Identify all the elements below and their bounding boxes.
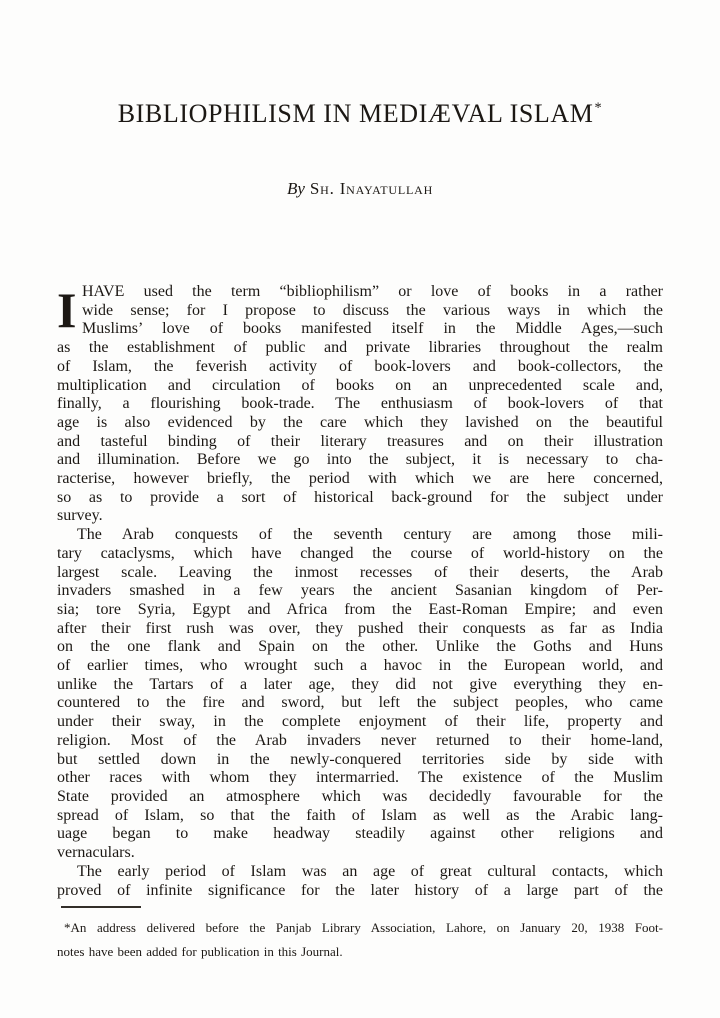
text-line: other races with whom they intermarried. The existence of the Muslim bbox=[57, 769, 663, 787]
text-line: multiplication and circulation of books on an unprecedented scale and, bbox=[57, 376, 663, 394]
text-line: age is also evidenced by the care which they lavished on the beautiful bbox=[57, 413, 663, 431]
text-line: largest scale. Leaving the inmost recesses of their deserts, the Arab bbox=[57, 563, 663, 581]
text-line: under their sway, in the complete enjoyment of their life, property and bbox=[57, 713, 663, 731]
text-line: and tasteful binding of their literary treasures and on their illustration bbox=[57, 432, 663, 450]
text-line: on the one flank and Spain on the other. Unlike the Goths and Huns bbox=[57, 638, 663, 656]
text-line: spread of Islam, so that the faith of Islam as well as the Arabic lang- bbox=[57, 806, 663, 824]
title-footnote-marker: * bbox=[594, 100, 603, 117]
text-line: uage began to make headway steadily against other religions and bbox=[57, 825, 663, 843]
text-line: sia; tore Syria, Egypt and Africa from the East-Roman Empire; and even bbox=[57, 600, 663, 618]
text-line: finally, a flourishing book-trade. The enthusiasm of book-lovers of that bbox=[57, 395, 663, 413]
page-title-text: BIBLIOPHILISM IN MEDIÆVAL ISLAM bbox=[117, 99, 594, 128]
text-line: tary cataclysms, which have changed the course of world-history on the bbox=[57, 544, 663, 562]
author-name: Sh. Inayatullah bbox=[309, 179, 434, 198]
text-line: and illumination. Before we go into the subject, it is necessary to cha- bbox=[57, 451, 663, 469]
paragraph bbox=[57, 916, 663, 963]
paragraph bbox=[57, 526, 663, 863]
text-line: survey. bbox=[57, 507, 103, 525]
text-line: HAVE used the term “bibliophilism” or love of books in a rather bbox=[82, 283, 663, 300]
text-line: so as to provide a sort of historical back-ground for the subject under bbox=[57, 488, 663, 506]
page-title bbox=[0, 99, 720, 129]
text-line: State provided an atmosphere which was decidedly favourable for the bbox=[57, 787, 663, 805]
text-line: vernaculars. bbox=[57, 844, 135, 862]
text-line: countered to the fire and sword, but left the subject peoples, who came bbox=[57, 694, 663, 712]
text-line: invaders smashed in a few years the ancient Sasanian kingdom of Per- bbox=[57, 582, 663, 600]
paragraph bbox=[57, 283, 663, 526]
text-line: of earlier times, who wrought such a havoc in the European world, and bbox=[57, 657, 663, 675]
text-line: proved of infinite significance for the later history of a large part of the bbox=[57, 881, 663, 899]
footnote bbox=[57, 916, 663, 963]
text-line: wide sense; for I propose to discuss the various ways in which the bbox=[82, 301, 663, 319]
text-line: after their first rush was over, they pushed their conquests as far as India bbox=[57, 619, 663, 637]
text-line: unlike the Tartars of a later age, they did not give everything they en- bbox=[57, 675, 663, 693]
text-line: *An address delivered before the Panjab Library Association, Lahore, on January 20, 1938 Foot- bbox=[64, 920, 663, 935]
drop-cap: I bbox=[57, 282, 77, 338]
text-line: of Islam, the feverish activity of book-lovers and book-collectors, the bbox=[57, 357, 663, 375]
text-line: but settled down in the newly-conquered territories side by side with bbox=[57, 750, 663, 768]
paragraph bbox=[57, 863, 663, 900]
text-line: racterise, however briefly, the period with which we are here concerned, bbox=[57, 470, 663, 488]
text-line: The Arab conquests of the seventh century are among those mili- bbox=[77, 526, 663, 544]
text-line: religion. Most of the Arab invaders never returned to their home-land, bbox=[57, 731, 663, 749]
text-line: The early period of Islam was an age of great cultural contacts, which bbox=[77, 862, 663, 880]
byline bbox=[0, 179, 720, 199]
footnote-rule bbox=[61, 906, 141, 908]
body-text bbox=[57, 283, 663, 900]
text-line: as the establishment of public and private libraries throughout the realm bbox=[57, 339, 663, 357]
text-line: Muslims’ love of books manifested itself in the Middle Ages,—such bbox=[82, 320, 663, 338]
byline-prefix: By bbox=[286, 179, 305, 198]
text-line: notes have been added for publication in this Journal. bbox=[57, 943, 343, 959]
